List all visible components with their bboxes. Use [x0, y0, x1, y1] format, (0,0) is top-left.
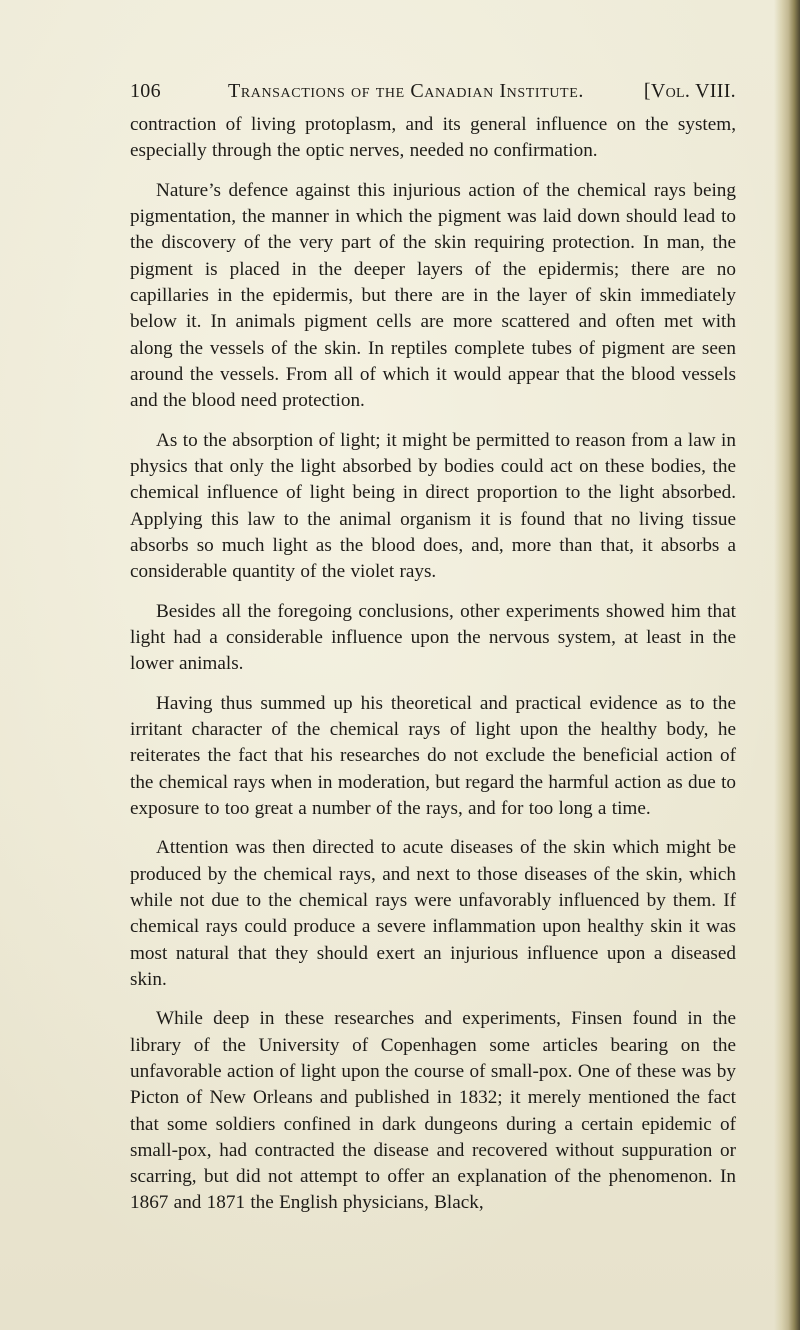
running-head: [130, 80, 736, 110]
paragraph: Nature’s defence against this injurious action of the chemical rays being pigmentation, the manner in which the pigment was laid down should lead to the discovery of the very part of the skin requiring protection. In man, the pigment is placed in the deeper layers of the epidermis; there are no capillaries in the epidermis, but there are in the layer of skin immediately below it. In animals pigment cells are more scattered and often met with along the vessels of the skin. In reptiles complete tubes of pigment are seen around the vessels. From all of which it would appear that the blood vessels and the blood need protection.: [130, 179, 736, 412]
paragraph: contraction of living protoplasm, and its general influence on the system, especially through the optic nerves, needed no confirmation.: [130, 114, 736, 162]
journal-title: Transactions of the Canadian Institute.: [228, 80, 584, 102]
paragraph: Having thus summed up his theoretical and practical evidence as to the irritant character of the chemical rays of light upon the healthy body, he reiterates the fact that his researches do not exclude the beneficial action of the chemical rays when in moderation, but regard the harmful action as due to exposure to too great a number of the rays, and for too long a time.: [130, 692, 736, 819]
paragraph: Besides all the foregoing conclusions, other experiments showed him that light had a considerable influence upon the nervous system, at least in the lower animals.: [130, 600, 736, 675]
paragraph: As to the absorption of light; it might be permitted to reason from a law in physics that only the light absorbed by bodies could act on these bodies, the chemical influence of light being in direct proportion to the light absorbed. Applying this law to the animal organism it is found that no living tissue absorbs so much light as the blood does, and, more than that, it absorbs a considerable quantity of the violet rays.: [130, 429, 736, 583]
page-edge-shadow: [774, 0, 800, 1330]
volume-label: [Vol. VIII.: [643, 80, 736, 102]
body-text: [130, 112, 736, 1217]
page-number: 106: [130, 80, 161, 102]
paragraph: Attention was then directed to acute diseases of the skin which might be produced by the chemical rays, and next to those diseases of the skin, which while not due to the chemical rays were unfavorably influenced by them. If chemical rays could produce a severe inflammation upon healthy skin it was most natural that they should exert an injurious influence upon a diseased skin.: [130, 837, 736, 990]
paragraph: While deep in these researches and experiments, Finsen found in the library of the University of Copenhagen some articles bearing on the unfavorable action of light upon the course of small-pox. One of these was by Picton of New Orleans and published in 1832; it merely mentioned the fact that some soldiers confined in dark dungeons during a certain epidemic of small-pox, had contracted the disease and recovered without suppuration or scarring, but did not attempt to offer an explanation of the phenomenon. In 1867 and 1871 the English physicians, Black,: [130, 1008, 736, 1214]
